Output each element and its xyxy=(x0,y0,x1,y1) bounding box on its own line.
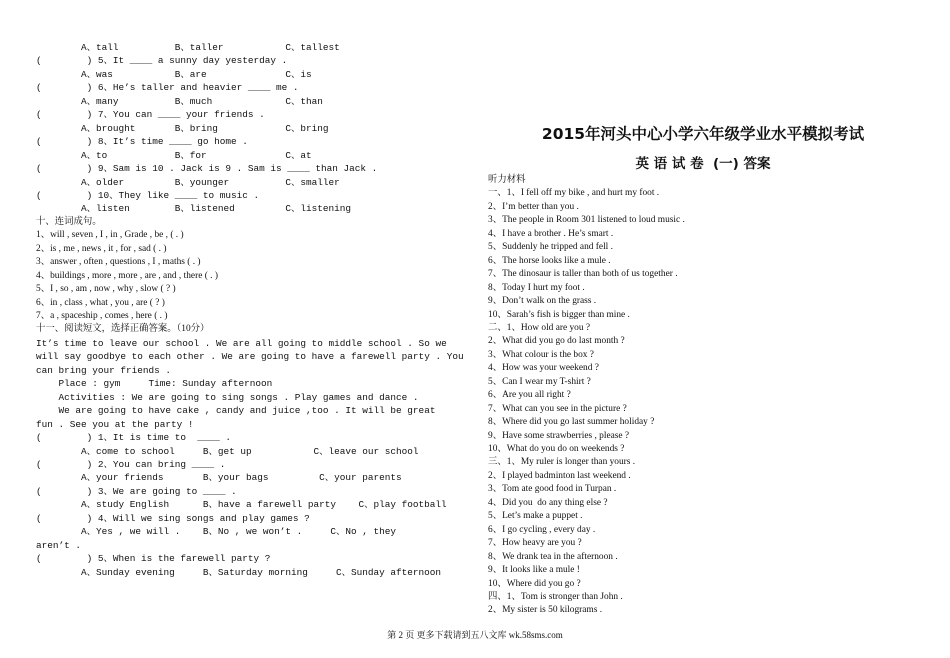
answer-line: 6、I go cycling , every day . xyxy=(488,524,596,535)
text-line: 7、a , spaceship , comes , here ( . ) xyxy=(36,311,168,321)
answer-line: 3、Tom ate good food in Turpan . xyxy=(488,484,617,495)
answer-line: 9、It looks like a mule ! xyxy=(488,565,580,576)
text-line: 4、buildings , more , more , are , and , there ( . ) xyxy=(36,270,218,281)
text-line: A、was B、are C、is xyxy=(36,68,312,80)
text-line: A、Yes , we will . B、No , we won’t . C、No , they xyxy=(36,526,397,538)
text-line: A、come to school B、get up C、leave our school xyxy=(36,445,419,457)
answer-line: 2、My sister is 50 kilograms . xyxy=(488,605,603,616)
answer-line: 三、1、My ruler is longer than yours . xyxy=(488,457,636,468)
text-line: will say goodbye to each other . We are going to have a farewell party . You xyxy=(36,351,464,363)
answer-title: 2015年河头中心小学六年级学业水平模拟考试 xyxy=(541,125,865,143)
answer-line: 8、Where did you go last summer holiday ? xyxy=(488,417,655,428)
answer-subtitle: 英 语 试 卷 (一) 答案 xyxy=(635,156,771,172)
text-line: Place : gym Time: Sunday afternoon xyxy=(36,378,273,390)
text-line: 5、I , so , am , now , why , slow ( ? ) xyxy=(36,284,176,295)
text-line: 1、will , seven , I , in , Grade , be , ( . ) xyxy=(36,230,184,241)
text-line: 十、连词成句。 xyxy=(36,216,102,227)
text-line: ( ) 8、It’s time ____ go home . xyxy=(36,136,248,148)
text-line: 2、is , me , news , it , for , sad ( . ) xyxy=(36,243,167,254)
text-line: A、many B、much C、than xyxy=(36,95,323,107)
text-line: ( ) 10、They like ____ to music . xyxy=(36,189,260,201)
text-line: aren’t . xyxy=(36,539,82,551)
text-line: A、study English B、have a farewell party C、play football xyxy=(36,499,447,511)
text-line: A、listen B、listened C、listening xyxy=(36,203,352,215)
answer-line: 一、1、I fell off my bike , and hurt my foot . xyxy=(488,188,660,199)
text-line: can bring your friends . xyxy=(36,364,172,376)
text-line: ( ) 1、It is time to ____ . xyxy=(36,432,232,444)
answer-line: 7、The dinosaur is taller than both of us together . xyxy=(488,269,678,280)
text-line: 6、in , class , what , you , are ( ? ) xyxy=(36,297,165,308)
answer-line: 9、Don’t walk on the grass . xyxy=(488,296,597,307)
text-line: Activities : We are going to sing songs . Play games and dance . xyxy=(36,391,419,403)
text-line: It’s time to leave our school . We are all going to middle school . So we xyxy=(36,337,447,349)
text-line: ( ) 5、When is the farewell party ? xyxy=(36,553,271,565)
text-line: 3、answer , often , questions , I , maths ( . ) xyxy=(36,257,201,268)
answer-line: 8、We drank tea in the afternoon . xyxy=(488,551,618,562)
answer-line: 2、I played badminton last weekend . xyxy=(488,470,631,481)
answer-line: 5、Suddenly he tripped and fell . xyxy=(488,242,613,253)
answer-line: 2、I’m better than you . xyxy=(488,201,579,212)
answer-line: 8、Today I hurt my foot . xyxy=(488,282,585,293)
answer-line: 5、Can I wear my T-shirt ? xyxy=(488,376,591,387)
text-line: ( ) 3、We are going to ____ . xyxy=(36,485,237,497)
answer-line: 4、Did you do any thing else ? xyxy=(488,497,608,508)
answer-line: 10、Where did you go ? xyxy=(488,578,581,589)
text-line: A、your friends B、your bags C、your parents xyxy=(36,472,402,484)
text-line: ( ) 7、You can ____ your friends . xyxy=(36,109,265,121)
answer-line: 3、The people in Room 301 listened to loud music . xyxy=(488,215,685,226)
text-line: 十一、阅读短文，选择正确答案。（10分） xyxy=(36,324,210,335)
text-line: ( ) 5、It ____ a sunny day yesterday . xyxy=(36,55,288,67)
answer-line: 10、Sarah’s fish is bigger than mine . xyxy=(488,309,630,320)
answer-line: 4、I have a brother . He’s smart . xyxy=(488,228,614,239)
text-line: A、tall B、taller C、tallest xyxy=(36,42,340,53)
text-line: ( ) 4、Will we sing songs and play games ? xyxy=(36,512,310,524)
text-line: ( ) 2、You can bring ____ . xyxy=(36,458,226,470)
text-line: A、Sunday evening B、Saturday morning C、Sunday afternoon xyxy=(36,566,442,578)
text-line: fun . See you at the party ! xyxy=(36,418,194,430)
text-line: ( ) 6、He’s taller and heavier ____ me . xyxy=(36,82,299,94)
answer-line: 3、What colour is the box ? xyxy=(488,349,594,360)
answer-line: 5、Let’s make a puppet . xyxy=(488,511,583,522)
answer-line: 7、How heavy are you ? xyxy=(488,538,582,549)
answer-line: 四、1、Tom is stronger than John . xyxy=(488,591,623,602)
page-footer: 第 2 页 更多下载请到五八文库 wk.58sms.com xyxy=(387,630,563,640)
answer-line: 听力材料 xyxy=(488,175,526,185)
text-line: A、brought B、bring C、bring xyxy=(36,122,329,134)
answer-line: 2、What did you go do last month ? xyxy=(488,336,625,347)
answer-line: 7、What can you see in the picture ? xyxy=(488,403,627,414)
answer-line: 4、How was your weekend ? xyxy=(488,363,599,374)
text-line: A、to B、for C、at xyxy=(36,149,312,161)
answer-line: 9、Have some strawberries , please ? xyxy=(488,430,630,441)
answer-line: 6、Are you all right ? xyxy=(488,390,571,401)
answer-line: 二、1、How old are you ? xyxy=(488,322,591,333)
answer-line: 6、The horse looks like a mule . xyxy=(488,255,611,266)
text-line: We are going to have cake , candy and juice ,too . It will be great xyxy=(36,405,436,417)
text-line: ( ) 9、Sam is 10 . Jack is 9 . Sam is ____ than Jack . xyxy=(36,163,378,175)
answer-line: 10、What do you do on weekends ? xyxy=(488,444,625,454)
text-line: A、older B、younger C、smaller xyxy=(36,176,340,188)
